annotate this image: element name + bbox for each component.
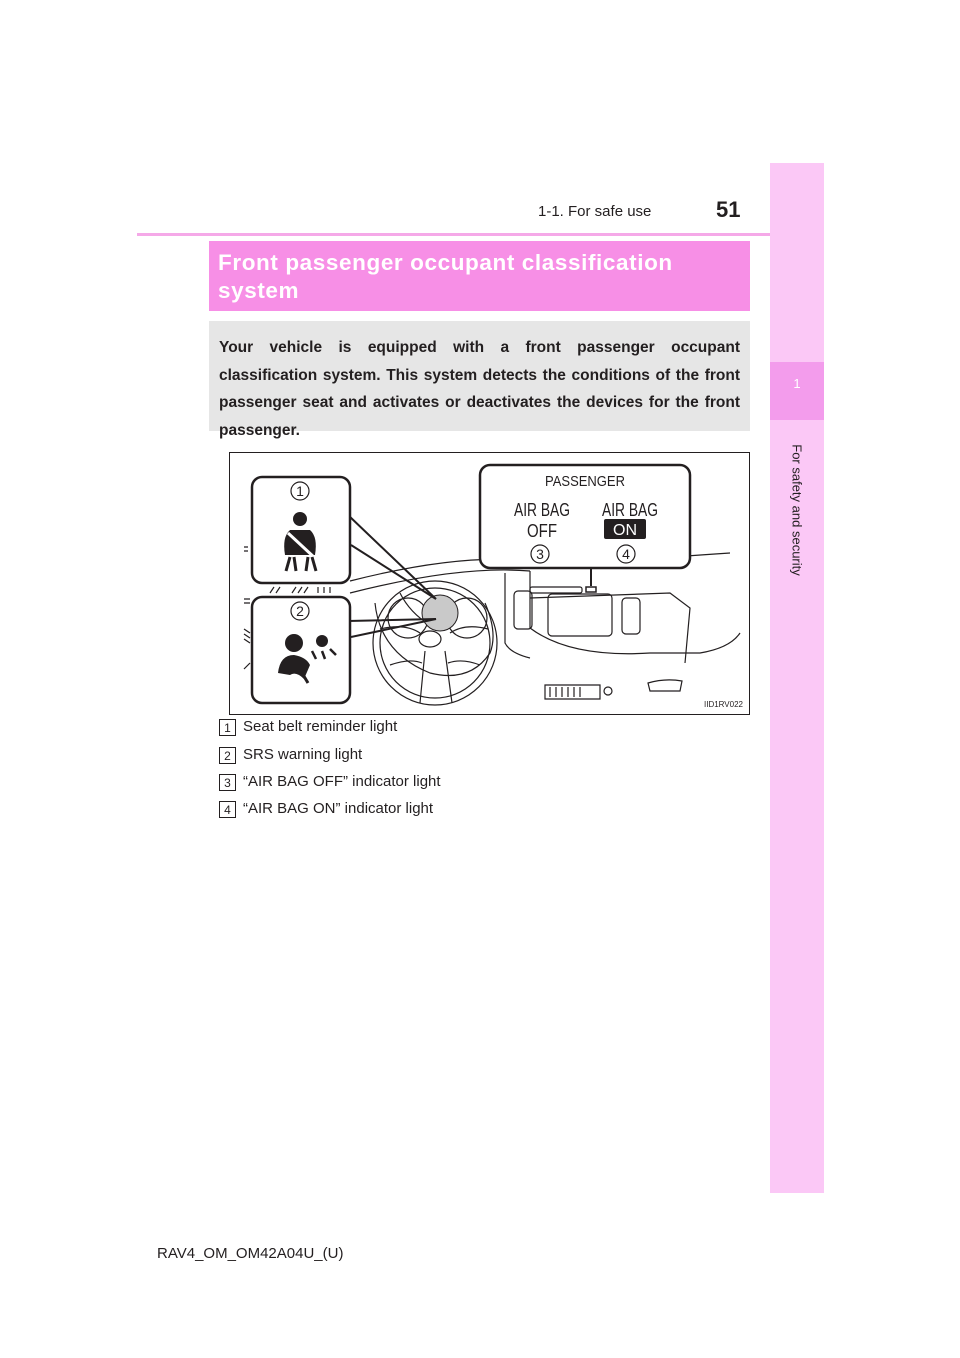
chapter-number: 1 (793, 376, 801, 391)
callout-marker-2 (291, 602, 309, 620)
chapter-number-tab[interactable] (770, 362, 824, 420)
chapter-side-tab[interactable] (770, 163, 824, 1193)
legend-text: SRS warning light (243, 746, 363, 763)
highlighted-gauge (422, 595, 458, 631)
legend-text: “AIR BAG ON” indicator light (243, 800, 434, 817)
dashboard-svg (230, 453, 749, 714)
airbag-off-line2: OFF (527, 521, 557, 541)
legend-text: “AIR BAG OFF” indicator light (243, 773, 441, 790)
svg-text:1: 1 (296, 483, 304, 499)
legend-number: 2 (219, 747, 236, 764)
callout-marker-3 (531, 545, 549, 563)
figure-code: IID1RV022 (704, 700, 743, 709)
section-title-box (209, 241, 750, 311)
chapter-title: For safety and security (789, 444, 805, 576)
page-number: 51 (716, 197, 741, 222)
svg-text:4: 4 (622, 546, 630, 562)
airbag-on-line1: AIR BAG (602, 500, 658, 520)
section-title: Front passenger occupant classification system (218, 250, 673, 303)
intro-box (209, 321, 750, 439)
airbag-off-line1: AIR BAG (514, 500, 570, 520)
passenger-indicator-location (586, 587, 596, 592)
svg-text:3: 3 (536, 546, 544, 562)
intro-text: Your vehicle is equipped with a front passenger occupant classification system. This system detects the conditions of the front passenger seat and activates or deactivates the devices for the front passenger. (219, 339, 740, 439)
document-code-footer: RAV4_OM_OM42A04U_(U) (157, 1245, 344, 1262)
dashboard-illustration (229, 452, 750, 715)
leader-lines (348, 515, 436, 637)
header-rule (137, 233, 821, 236)
passenger-label: PASSENGER (545, 473, 626, 490)
legend-number: 3 (219, 774, 236, 791)
airbag-on-line2: ON (613, 522, 637, 539)
legend-number: 1 (219, 719, 236, 736)
callout-marker-4 (617, 545, 635, 563)
legend-number: 4 (219, 801, 236, 818)
legend-text: Seat belt reminder light (243, 718, 398, 735)
svg-text:2: 2 (296, 603, 304, 619)
callout-marker-1 (291, 482, 309, 500)
section-path: 1-1. For safe use (538, 203, 652, 220)
